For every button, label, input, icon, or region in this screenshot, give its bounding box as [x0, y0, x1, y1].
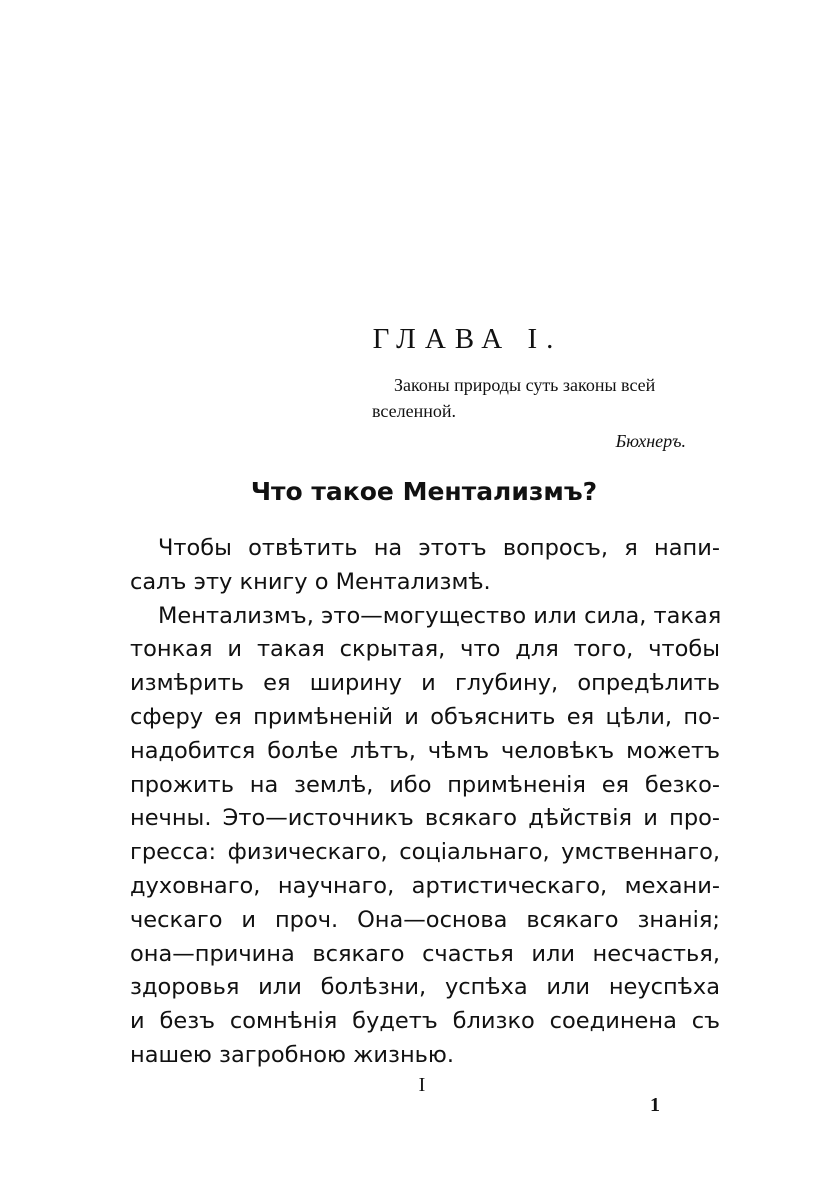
- epigraph-author: Бюхнеръ.: [615, 431, 686, 451]
- text-line: сферу ея примѣненій и объяснить ея цѣли, по-: [130, 703, 720, 730]
- text-line: ческаго и проч. Она—основа всякаго знанія;: [130, 906, 720, 933]
- text-line: измѣрить ея ширину и глубину, опредѣлить: [130, 670, 720, 697]
- text-line: прожить на землѣ, ибо примѣненія ея безко-: [130, 771, 720, 798]
- paragraph: [130, 532, 720, 600]
- epigraph-line: Законы природы суть законы всей: [394, 375, 656, 395]
- text-line: тонкая и такая скрытая, что для того, чтобы: [130, 636, 720, 663]
- signature-mark: I: [418, 1074, 426, 1096]
- text-line: и безъ сомнѣнія будетъ близко соединена съ: [130, 1008, 720, 1035]
- text-line: надобится болѣе лѣтъ, чѣмъ человѣкъ можетъ: [130, 737, 720, 764]
- epigraph-line: вселенной.: [372, 401, 456, 421]
- text-line: гресса: физическаго, соціальнаго, умственнаго,: [130, 839, 720, 866]
- text-line: здоровья или болѣзни, успѣха или неуспѣха: [130, 974, 720, 1001]
- epigraph: [372, 372, 712, 454]
- text-line: нашею загробною жизнью.: [130, 1041, 455, 1068]
- text-line: Чтобы отвѣтить на этотъ вопросъ, я напи-: [158, 535, 720, 561]
- text-line: она—причина всякаго счастья или несчастья,: [130, 940, 720, 967]
- section-title: Что такое Ментализмъ?: [250, 477, 598, 506]
- text-line: нечны. Это—источникъ всякаго дѣйствія и про-: [130, 805, 720, 832]
- text-line: салъ эту книгу о Ментализмѣ.: [130, 568, 491, 595]
- chapter-heading: ГЛАВА I.: [372, 323, 563, 355]
- paragraph: [130, 600, 720, 1073]
- text-line: духовнаго, научнаго, артистическаго, механи-: [130, 872, 720, 899]
- body-text: [130, 532, 720, 1073]
- page-number: 1: [650, 1094, 660, 1116]
- text-line: Ментализмъ, это—могущество или сила, такая: [158, 602, 722, 629]
